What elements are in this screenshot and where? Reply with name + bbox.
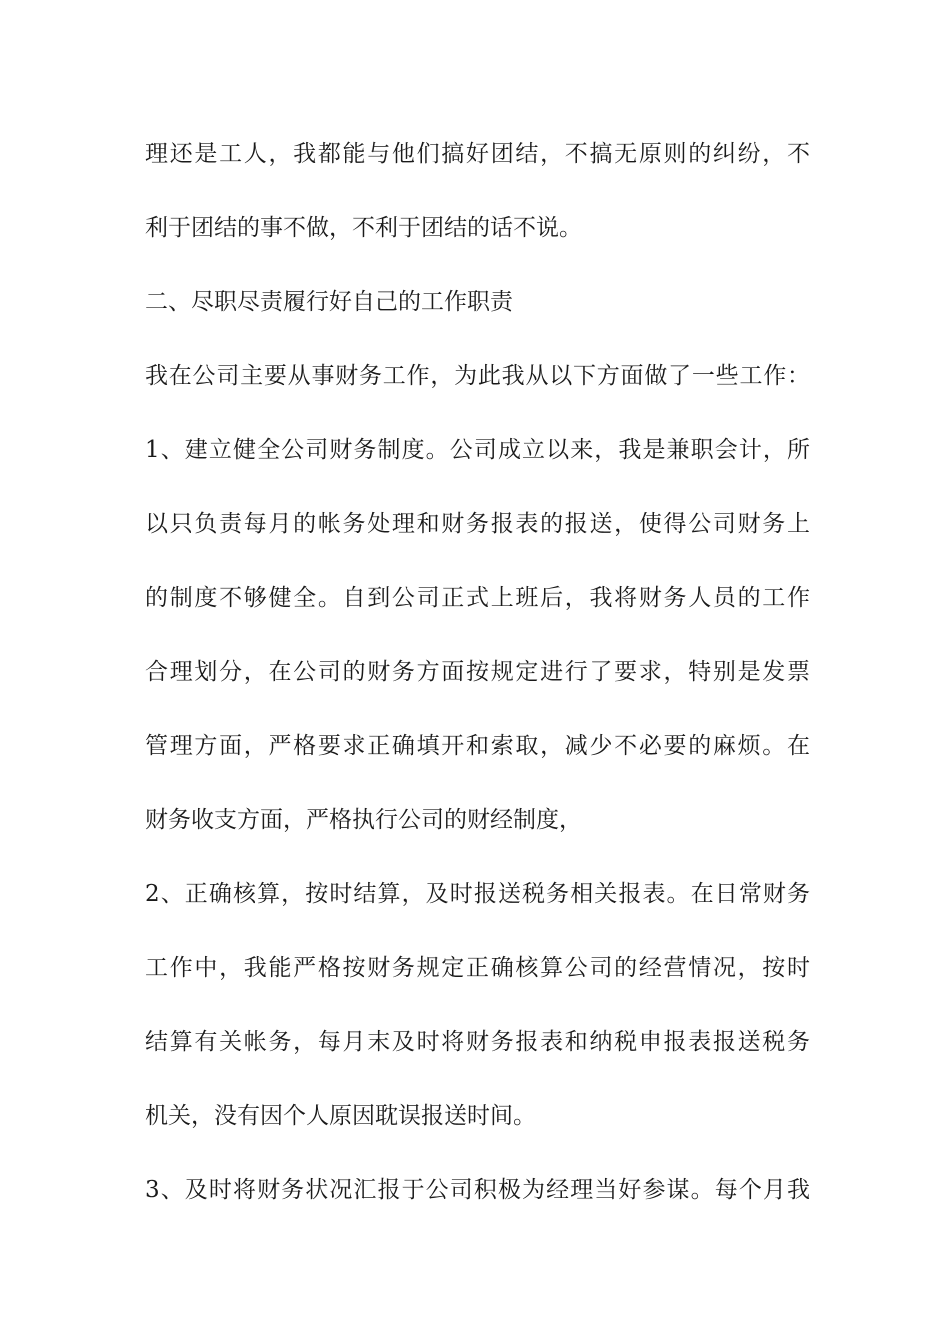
text-line: 财务收支方面，严格执行公司的财经制度， bbox=[145, 807, 582, 833]
text-line: 机关，没有因个人原因耽误报送时间。 bbox=[145, 1103, 536, 1129]
text-line: 理还是工人，我都能与他们搞好团结，不搞无原则的纠纷，不 bbox=[145, 141, 810, 167]
numbered-item-2: 2、正确核算，按时结算，及时报送税务相关报表。在日常财务 bbox=[145, 881, 810, 907]
text-line: 以只负责每月的帐务处理和财务报表的报送，使得公司财务上 bbox=[145, 511, 810, 537]
text-line: 利于团结的事不做，不利于团结的话不说。 bbox=[145, 215, 582, 241]
text-line: 我在公司主要从事财务工作，为此我从以下方面做了一些工作： bbox=[145, 363, 810, 389]
text-line: 结算有关帐务，每月末及时将财务报表和纳税申报表报送税务 bbox=[145, 1029, 810, 1055]
numbered-item-1: 1、建立健全公司财务制度。公司成立以来，我是兼职会计，所 bbox=[145, 437, 810, 463]
text-line: 管理方面，严格要求正确填开和索取，减少不必要的麻烦。在 bbox=[145, 733, 810, 759]
section-heading: 二、尽职尽责履行好自己的工作职责 bbox=[145, 289, 513, 315]
text-line: 的制度不够健全。自到公司正式上班后，我将财务人员的工作 bbox=[145, 585, 810, 611]
numbered-item-3: 3、及时将财务状况汇报于公司积极为经理当好参谋。每个月我 bbox=[145, 1177, 810, 1203]
text-line: 工作中，我能严格按财务规定正确核算公司的经营情况，按时 bbox=[145, 955, 810, 981]
text-line: 合理划分，在公司的财务方面按规定进行了要求，特别是发票 bbox=[145, 659, 810, 685]
